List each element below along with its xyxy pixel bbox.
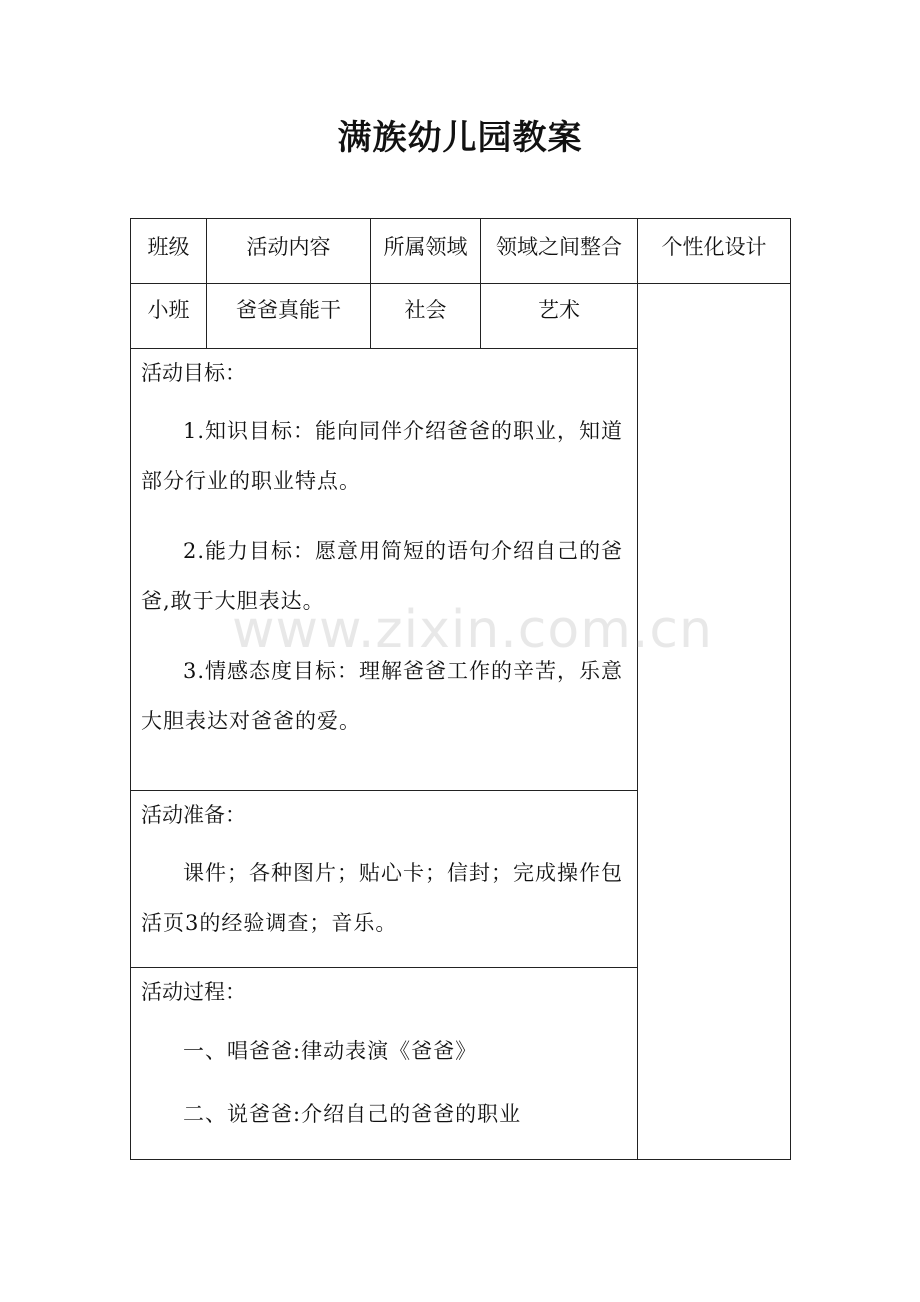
process-step: 二、说爸爸:介绍自己的爸爸的职业 <box>183 1102 522 1126</box>
header-row <box>131 219 791 284</box>
preparation-text: 课件；各种图片；贴心卡；信封；完成操作包活页3的经验调查；音乐。 <box>141 861 623 935</box>
header-personalized-design: 个性化设计 <box>638 219 791 284</box>
goal-item: 1.知识目标：能向同伴介绍爸爸的职业，知道部分行业的职业特点。 <box>141 419 624 493</box>
value-domain: 社会 <box>371 284 481 349</box>
preparation-section <box>131 791 638 968</box>
personalized-design-cell <box>638 284 791 1160</box>
header-class: 班级 <box>131 219 207 284</box>
value-content: 爸爸真能干 <box>207 284 371 349</box>
goals-section <box>131 349 638 791</box>
goal-item: 2.能力目标：愿意用简短的语句介绍自己的爸爸,敢于大胆表达。 <box>141 539 624 613</box>
process-heading: 活动过程： <box>141 980 246 1004</box>
header-integration: 领域之间整合 <box>481 219 638 284</box>
header-domain: 所属领域 <box>371 219 481 284</box>
goals-heading: 活动目标： <box>141 361 246 385</box>
process-step: 一、唱爸爸:律动表演《爸爸》 <box>183 1039 478 1063</box>
watermark: www.zixin.com.cn <box>232 600 713 660</box>
value-row <box>131 284 791 349</box>
value-integration: 艺术 <box>481 284 638 349</box>
page-title: 满族幼儿园教案 <box>337 118 583 158</box>
process-section <box>131 968 638 1160</box>
value-class: 小班 <box>131 284 207 349</box>
goal-item: 3.情感态度目标：理解爸爸工作的辛苦，乐意大胆表达对爸爸的爱。 <box>141 659 624 733</box>
header-content: 活动内容 <box>207 219 371 284</box>
lesson-plan-table <box>130 218 791 1160</box>
preparation-heading: 活动准备： <box>141 803 246 827</box>
